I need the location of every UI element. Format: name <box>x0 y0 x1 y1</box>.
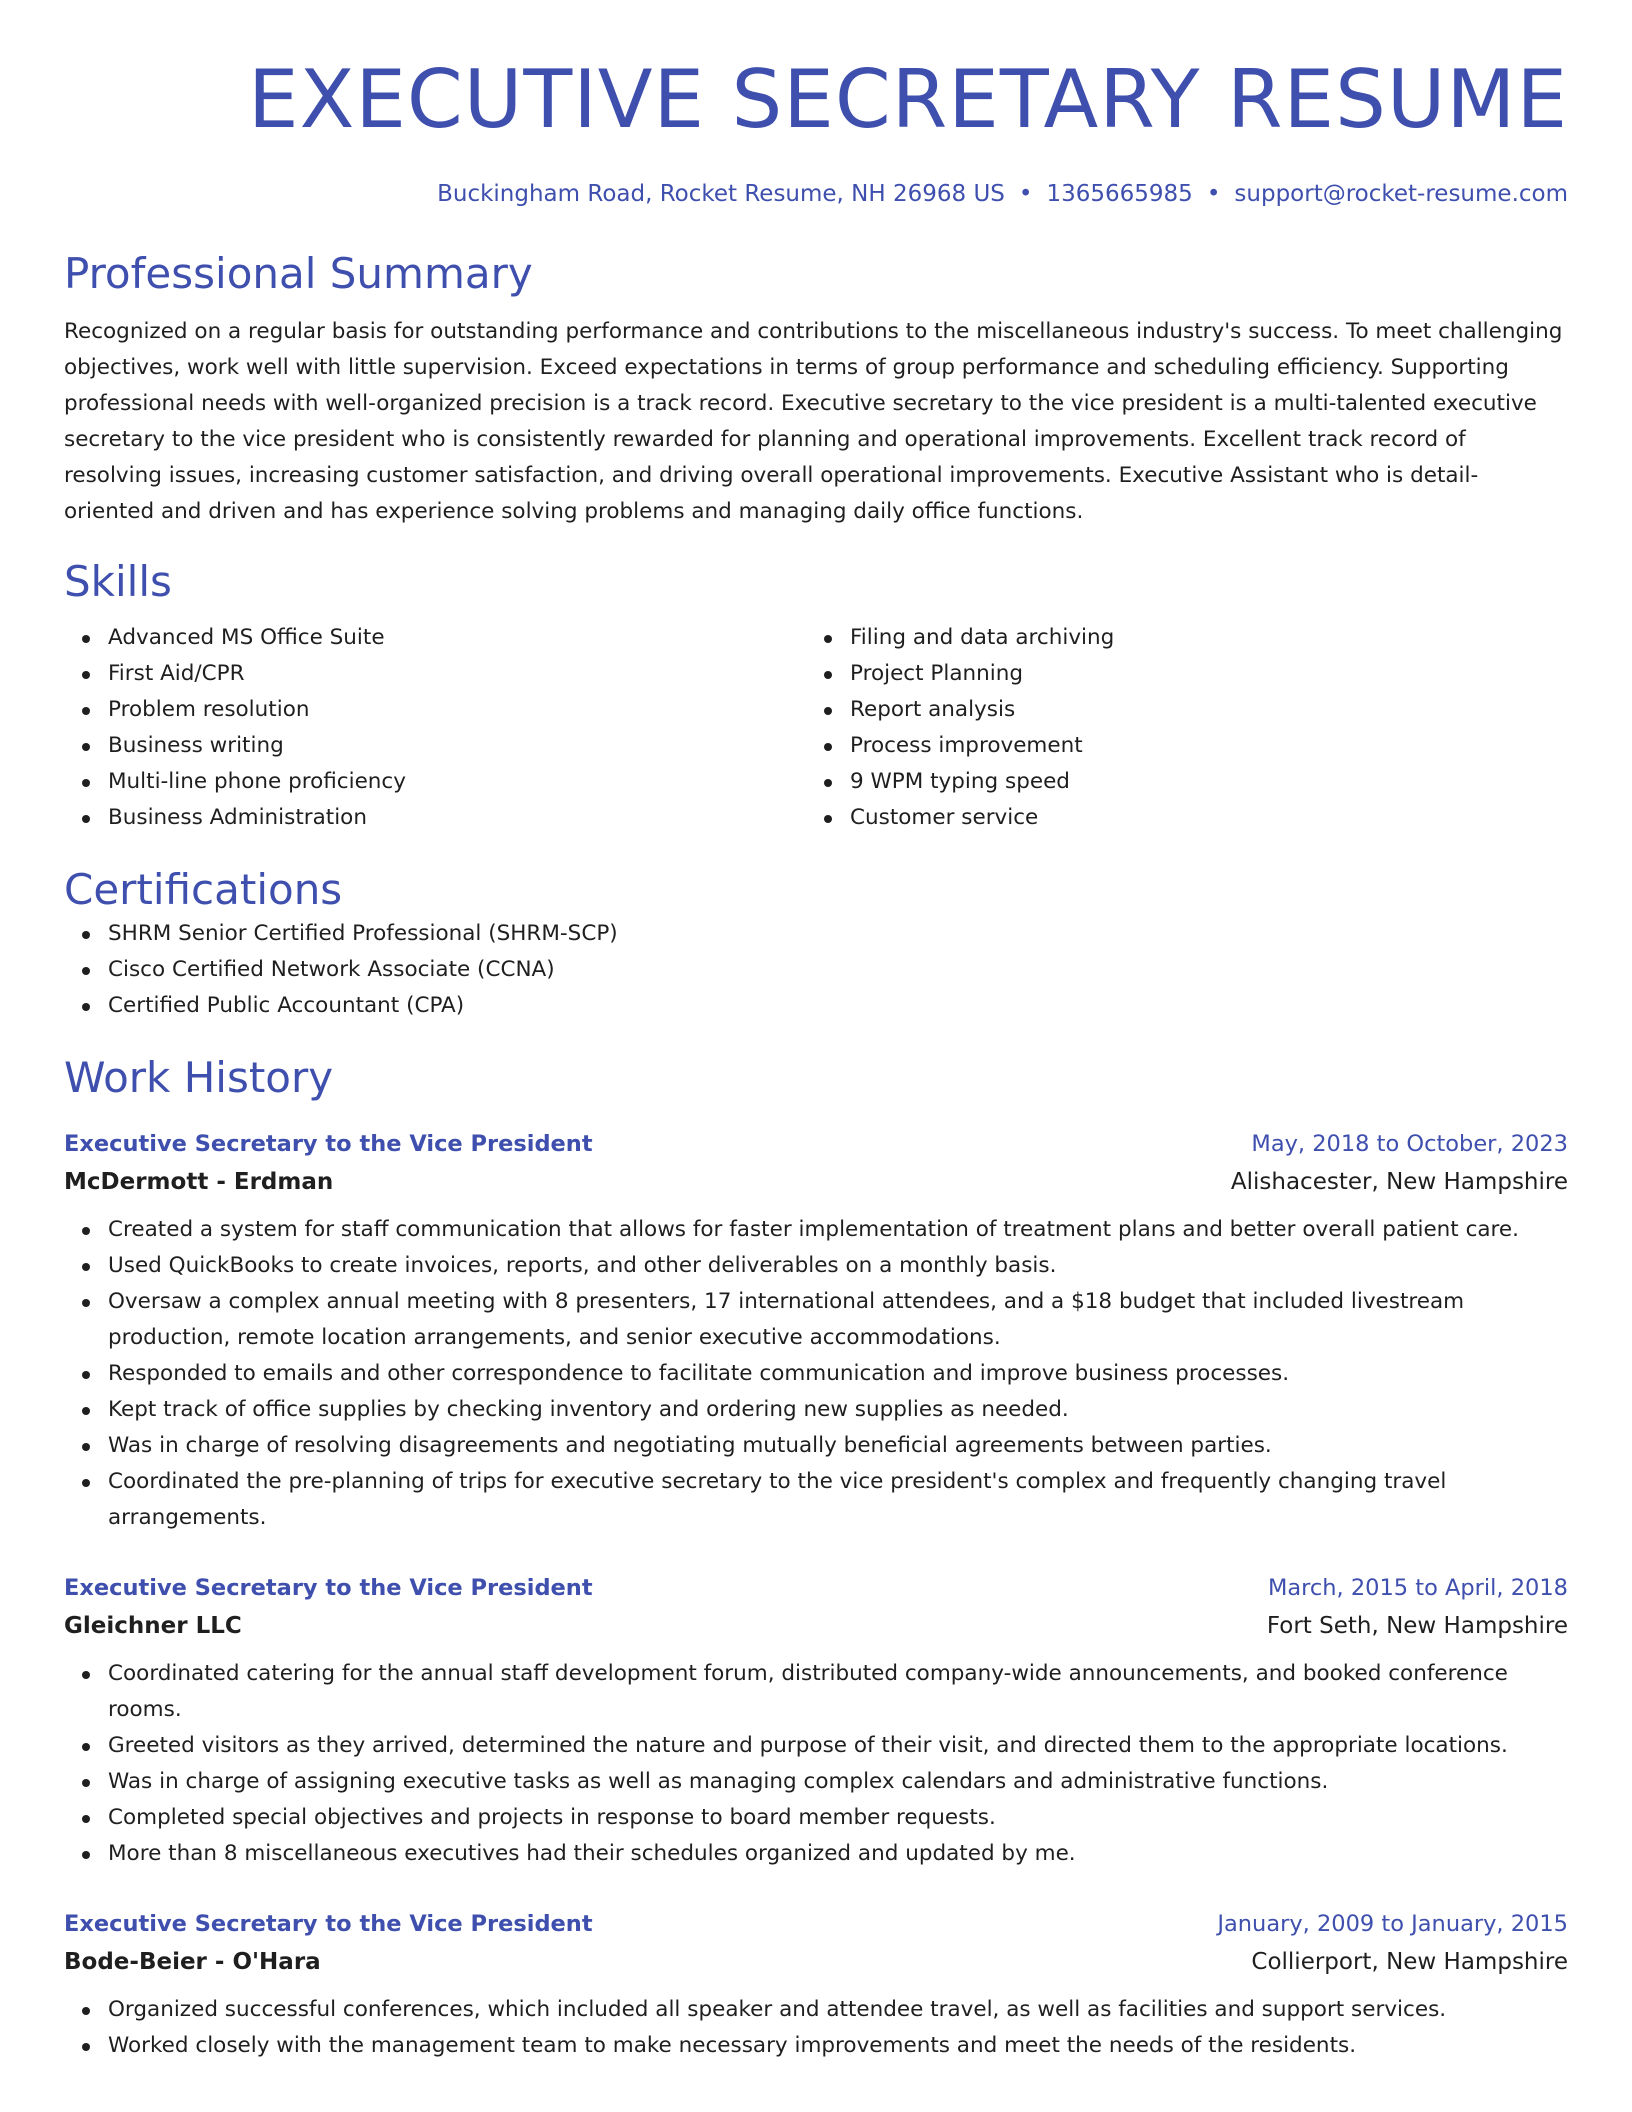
resume-title: EXECUTIVE SECRETARY RESUME <box>248 53 1568 146</box>
skills-list-left <box>64 620 806 836</box>
contact-separator: • <box>1018 181 1033 207</box>
summary-heading: Professional Summary <box>64 249 533 298</box>
job-company-row <box>64 1942 1568 1982</box>
skill-item: Project Planning <box>850 656 1548 692</box>
skill-item: First Aid/CPR <box>108 656 806 692</box>
job-dates: March, 2015 to April, 2018 <box>1267 1575 1568 1601</box>
job-duties-list <box>64 1992 1568 2064</box>
skill-item: Business Administration <box>108 800 806 836</box>
contact-line <box>64 178 1568 210</box>
job-duty: Responded to emails and other correspondence to facilitate communication and improve business processes. <box>108 1356 1568 1392</box>
job-duty: Greeted visitors as they arrived, determined the nature and purpose of their visit, and directed them to the appropriate locations. <box>108 1728 1568 1764</box>
job-title: Executive Secretary to the Vice President <box>64 1131 593 1157</box>
skill-item: Problem resolution <box>108 692 806 728</box>
skill-item: Customer service <box>850 800 1548 836</box>
certifications-list <box>64 916 1568 1024</box>
skill-item: Business writing <box>108 728 806 764</box>
summary-text: Recognized on a regular basis for outstanding performance and contributions to the miscellaneous industry's success. To meet challenging objectives, work well with little supervision. Exceed expectations in terms of group performance and scheduling efficiency. Supporting professional needs with well-organized precision is a track record. Executive secretary to the vice president is a multi-talented executive secretary to the vice president who is consistently rewarded for planning and operational improvements. Excellent track record of resolving issues, increasing customer satisfaction, and driving overall operational improvements. Executive Assistant who is detail-oriented and driven and has experience solving problems and managing daily office functions. <box>64 319 1563 524</box>
skills-heading: Skills <box>64 557 172 606</box>
skills-column-right <box>806 620 1548 836</box>
job-entry <box>64 1126 1568 1536</box>
certification-item: SHRM Senior Certified Professional (SHRM-SCP) <box>108 916 1568 952</box>
contact-separator: • <box>1206 181 1221 207</box>
job-duty: Was in charge of resolving disagreements and negotiating mutually beneficial agreements between parties. <box>108 1428 1568 1464</box>
job-company-row <box>64 1606 1568 1646</box>
job-duty: Kept track of office supplies by checking inventory and ordering new supplies as needed. <box>108 1392 1568 1428</box>
skills-grid <box>64 620 1568 836</box>
job-duty: Completed special objectives and projects in response to board member requests. <box>108 1800 1568 1836</box>
job-duty: Coordinated catering for the annual staff development forum, distributed company-wide announcements, and booked conference rooms. <box>108 1656 1568 1728</box>
job-header-row <box>64 1126 1568 1162</box>
job-location: Alishacester, New Hampshire <box>1230 1169 1568 1195</box>
job-header-row <box>64 1570 1568 1606</box>
job-duty: Created a system for staff communication that allows for faster implementation of treatment plans and better overall patient care. <box>108 1212 1568 1248</box>
skill-item: Report analysis <box>850 692 1548 728</box>
contact-phone: 1365665985 <box>1046 181 1193 207</box>
job-company: Bode-Beier - O'Hara <box>64 1949 321 1975</box>
work-history-heading: Work History <box>64 1053 334 1102</box>
skills-list-right <box>806 620 1548 836</box>
contact-address: Buckingham Road, Rocket Resume, NH 26968 US <box>437 181 1005 207</box>
job-duty: More than 8 miscellaneous executives had their schedules organized and updated by me. <box>108 1836 1568 1872</box>
skill-item: Process improvement <box>850 728 1548 764</box>
job-company: Gleichner LLC <box>64 1613 242 1639</box>
resume-header <box>64 52 1568 210</box>
job-duty: Organized successful conferences, which included all speaker and attendee travel, as well as facilities and support services. <box>108 1992 1568 2028</box>
skill-item: Advanced MS Office Suite <box>108 620 806 656</box>
job-location: Fort Seth, New Hampshire <box>1266 1613 1568 1639</box>
job-dates: May, 2018 to October, 2023 <box>1251 1131 1568 1157</box>
job-duties-list <box>64 1656 1568 1872</box>
job-duty: Used QuickBooks to create invoices, reports, and other deliverables on a monthly basis. <box>108 1248 1568 1284</box>
job-header-row <box>64 1906 1568 1942</box>
job-duty: Worked closely with the management team to make necessary improvements and meet the needs of the residents. <box>108 2028 1568 2064</box>
contact-email: support@rocket-resume.com <box>1234 181 1568 207</box>
job-company-row <box>64 1162 1568 1202</box>
job-duty: Oversaw a complex annual meeting with 8 presenters, 17 international attendees, and a $18 budget that included livestream production, remote location arrangements, and senior executive accommodations. <box>108 1284 1568 1356</box>
job-company: McDermott - Erdman <box>64 1169 334 1195</box>
job-location: Collierport, New Hampshire <box>1251 1949 1568 1975</box>
skill-item: Multi-line phone proficiency <box>108 764 806 800</box>
skills-column-left <box>64 620 806 836</box>
skill-item: 9 WPM typing speed <box>850 764 1548 800</box>
certifications-heading: Certifications <box>64 865 343 914</box>
job-entry <box>64 1906 1568 2064</box>
job-entry <box>64 1570 1568 1872</box>
job-duty: Was in charge of assigning executive tasks as well as managing complex calendars and administrative functions. <box>108 1764 1568 1800</box>
job-title: Executive Secretary to the Vice President <box>64 1911 593 1937</box>
job-dates: January, 2009 to January, 2015 <box>1217 1911 1568 1937</box>
job-title: Executive Secretary to the Vice President <box>64 1575 593 1601</box>
skill-item: Filing and data archiving <box>850 620 1548 656</box>
certification-item: Certified Public Accountant (CPA) <box>108 988 1568 1024</box>
certification-item: Cisco Certified Network Associate (CCNA) <box>108 952 1568 988</box>
job-duty: Coordinated the pre-planning of trips for executive secretary to the vice president's complex and frequently changing travel arrangements. <box>108 1464 1568 1536</box>
job-duties-list <box>64 1212 1568 1536</box>
